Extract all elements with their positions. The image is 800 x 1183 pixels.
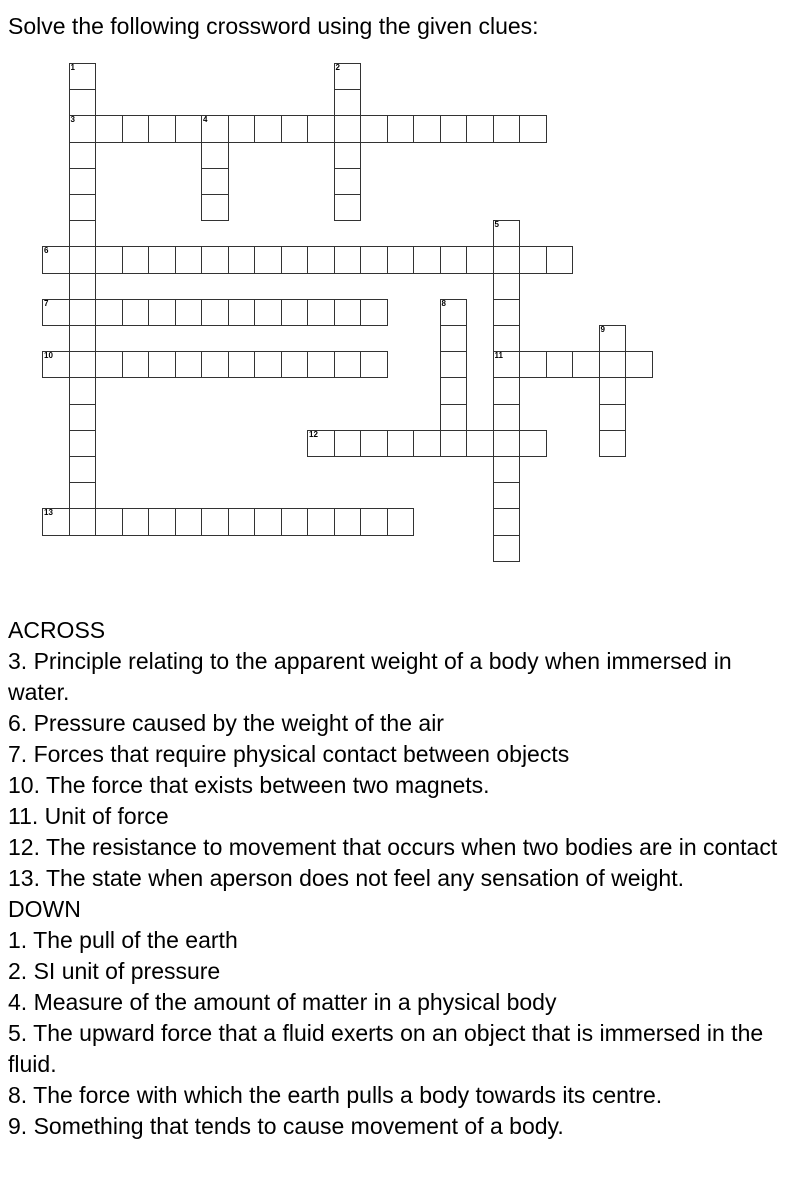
crossword-cell[interactable] — [122, 246, 150, 273]
crossword-cell[interactable] — [387, 430, 415, 457]
question-text: Solve the following crossword using the given clues: — [8, 13, 539, 39]
down-clue: 5. The upward force that a fluid exerts on an object that is immersed in the fluid. — [8, 1020, 764, 1077]
crossword-cell[interactable] — [334, 168, 362, 195]
crossword-cell[interactable] — [493, 351, 521, 378]
crossword-cell[interactable] — [334, 194, 362, 221]
crossword-cell[interactable] — [122, 299, 150, 326]
clue-number: 6 — [44, 246, 49, 256]
across-clue: 7. Forces that require physical contact between objects — [8, 741, 570, 767]
crossword-cell[interactable] — [201, 299, 229, 326]
crossword-cell[interactable] — [122, 508, 150, 535]
crossword-cell[interactable] — [228, 246, 256, 273]
crossword-cell[interactable] — [493, 404, 521, 431]
crossword-cell[interactable] — [307, 351, 335, 378]
crossword-cell[interactable] — [334, 63, 362, 90]
crossword-cell[interactable] — [42, 508, 70, 535]
crossword-cell[interactable] — [413, 430, 441, 457]
crossword-cell[interactable] — [360, 246, 388, 273]
across-heading: ACROSS — [8, 617, 106, 643]
crossword-cell[interactable] — [254, 299, 282, 326]
crossword-cell[interactable] — [334, 115, 362, 142]
crossword-cell[interactable] — [69, 377, 97, 404]
crossword-cell[interactable] — [307, 508, 335, 535]
crossword-cell[interactable] — [519, 115, 547, 142]
crossword-cell[interactable] — [201, 168, 229, 195]
crossword-cell[interactable] — [281, 246, 309, 273]
crossword-cell[interactable] — [440, 115, 468, 142]
crossword-cell[interactable] — [360, 299, 388, 326]
crossword-cell[interactable] — [201, 508, 229, 535]
crossword-cell[interactable] — [334, 508, 362, 535]
crossword-cell[interactable] — [69, 115, 97, 142]
clue-number: 10 — [44, 351, 53, 361]
crossword-cell[interactable] — [360, 430, 388, 457]
crossword-cell[interactable] — [122, 351, 150, 378]
crossword-cell[interactable] — [148, 299, 176, 326]
crossword-cell[interactable] — [307, 430, 335, 457]
across-clue: 13. The state when aperson does not feel any sensation of weight. — [8, 865, 684, 891]
crossword-cell[interactable] — [42, 246, 70, 273]
crossword-cell[interactable] — [440, 246, 468, 273]
crossword-cell[interactable] — [175, 508, 203, 535]
crossword-cell[interactable] — [440, 325, 468, 352]
crossword-cell[interactable] — [69, 299, 97, 326]
crossword-cell[interactable] — [334, 430, 362, 457]
crossword-cell[interactable] — [387, 508, 415, 535]
crossword-cell[interactable] — [254, 115, 282, 142]
crossword-cell[interactable] — [519, 351, 547, 378]
clue-number: 8 — [441, 298, 446, 308]
crossword-cell[interactable] — [69, 89, 97, 116]
crossword-cell[interactable] — [334, 142, 362, 169]
crossword-cell[interactable] — [69, 220, 97, 247]
crossword-cell[interactable] — [42, 299, 70, 326]
crossword-cell[interactable] — [493, 220, 521, 247]
crossword-cell[interactable] — [493, 115, 521, 142]
crossword-cell[interactable] — [281, 115, 309, 142]
crossword-cell[interactable] — [69, 273, 97, 300]
crossword-cell[interactable] — [599, 430, 627, 457]
crossword-cell[interactable] — [175, 299, 203, 326]
crossword-cell[interactable] — [95, 299, 123, 326]
crossword-cell[interactable] — [175, 115, 203, 142]
crossword-cell[interactable] — [69, 63, 97, 90]
crossword-cell[interactable] — [493, 377, 521, 404]
clue-number: 9 — [600, 325, 605, 334]
crossword-cell[interactable] — [95, 115, 123, 142]
crossword-cell[interactable] — [493, 325, 521, 352]
crossword-cell[interactable] — [599, 325, 627, 352]
crossword-cell[interactable] — [360, 351, 388, 378]
crossword-cell[interactable] — [69, 482, 97, 509]
crossword-cell[interactable] — [440, 430, 468, 457]
crossword-cell[interactable] — [69, 246, 97, 273]
crossword-cell[interactable] — [493, 299, 521, 326]
crossword-cell[interactable] — [334, 351, 362, 378]
clue-number: 1 — [70, 63, 75, 72]
crossword-cell[interactable] — [334, 299, 362, 326]
crossword-cell[interactable] — [387, 246, 415, 273]
across-clue: 3. Principle relating to the apparent weight of a body when immersed in water. — [8, 648, 732, 705]
crossword-cell[interactable] — [599, 404, 627, 431]
down-clue: 4. Measure of the amount of matter in a physical body — [8, 989, 557, 1015]
crossword-cell[interactable] — [413, 246, 441, 273]
crossword-cell[interactable] — [334, 89, 362, 116]
crossword-cell[interactable] — [281, 351, 309, 378]
crossword-cell[interactable] — [228, 299, 256, 326]
crossword-cell[interactable] — [413, 115, 441, 142]
crossword-cell[interactable] — [546, 351, 574, 378]
crossword-cell[interactable] — [148, 508, 176, 535]
clue-number: 4 — [203, 115, 208, 125]
clue-number: 11 — [494, 351, 503, 361]
crossword-cell[interactable] — [360, 508, 388, 535]
crossword-cell[interactable] — [69, 508, 97, 535]
crossword-cell[interactable] — [466, 246, 494, 273]
down-clue: 1. The pull of the earth — [8, 927, 238, 953]
crossword-cell[interactable] — [95, 351, 123, 378]
clue-number: 2 — [335, 63, 340, 72]
crossword-cell[interactable] — [201, 142, 229, 169]
crossword-cell[interactable] — [95, 508, 123, 535]
clues-section — [8, 615, 794, 1142]
crossword-cell[interactable] — [599, 351, 627, 378]
crossword-cell[interactable] — [307, 299, 335, 326]
crossword-cell[interactable] — [201, 246, 229, 273]
down-heading: DOWN — [8, 896, 81, 922]
crossword-cell[interactable] — [440, 377, 468, 404]
crossword-cell[interactable] — [254, 246, 282, 273]
crossword-cell[interactable] — [254, 351, 282, 378]
down-clue: 2. SI unit of pressure — [8, 958, 221, 984]
crossword-cell[interactable] — [95, 246, 123, 273]
crossword-cell[interactable] — [307, 246, 335, 273]
crossword-cell[interactable] — [228, 351, 256, 378]
crossword-cell[interactable] — [360, 115, 388, 142]
crossword-cell[interactable] — [493, 246, 521, 273]
clue-number: 7 — [44, 298, 49, 308]
crossword-cell[interactable] — [493, 456, 521, 483]
crossword-cell[interactable] — [148, 351, 176, 378]
across-clue: 12. The resistance to movement that occurs when two bodies are in contact — [8, 834, 778, 860]
crossword-cell[interactable] — [254, 508, 282, 535]
crossword-cell[interactable] — [493, 508, 521, 535]
down-clue: 9. Something that tends to cause movement of a body. — [8, 1113, 564, 1139]
crossword-cell[interactable] — [69, 194, 97, 221]
down-clue: 8. The force with which the earth pulls a body towards its centre. — [8, 1082, 663, 1108]
crossword-cell[interactable] — [69, 430, 97, 457]
across-clue: 6. Pressure caused by the weight of the air — [8, 710, 444, 736]
crossword-cell[interactable] — [281, 299, 309, 326]
crossword-cell[interactable] — [493, 430, 521, 457]
crossword-cell[interactable] — [440, 299, 468, 326]
crossword-cell[interactable] — [228, 115, 256, 142]
crossword-cell[interactable] — [201, 194, 229, 221]
crossword-cell[interactable] — [493, 273, 521, 300]
crossword-cell[interactable] — [493, 535, 521, 562]
crossword-cell[interactable] — [148, 115, 176, 142]
crossword-cell[interactable] — [201, 115, 229, 142]
crossword-cell[interactable] — [387, 115, 415, 142]
crossword-cell[interactable] — [228, 508, 256, 535]
crossword-cell[interactable] — [42, 351, 70, 378]
crossword-cell[interactable] — [122, 115, 150, 142]
crossword-cell[interactable] — [175, 351, 203, 378]
across-clue: 10. The force that exists between two magnets. — [8, 772, 490, 798]
crossword-cell[interactable] — [546, 246, 574, 273]
crossword-cell[interactable] — [148, 246, 176, 273]
crossword-cell[interactable] — [69, 404, 97, 431]
crossword-cell[interactable] — [466, 115, 494, 142]
clue-number: 13 — [44, 508, 53, 518]
clue-number: 3 — [70, 115, 75, 125]
crossword-cell[interactable] — [69, 142, 97, 169]
crossword-cell[interactable] — [599, 377, 627, 404]
crossword-cell[interactable] — [440, 351, 468, 378]
crossword-cell[interactable] — [69, 351, 97, 378]
crossword-cell[interactable] — [493, 482, 521, 509]
crossword-cell[interactable] — [334, 246, 362, 273]
crossword-cell[interactable] — [69, 168, 97, 195]
crossword-cell[interactable] — [281, 508, 309, 535]
crossword-cell[interactable] — [466, 430, 494, 457]
across-clue: 11. Unit of force — [8, 803, 169, 829]
crossword-cell[interactable] — [69, 456, 97, 483]
clue-number: 12 — [309, 429, 318, 439]
crossword-cell[interactable] — [625, 351, 653, 378]
crossword-cell[interactable] — [572, 351, 600, 378]
clue-number: 5 — [494, 220, 499, 230]
crossword-cell[interactable] — [69, 325, 97, 352]
crossword-cell[interactable] — [440, 404, 468, 431]
crossword-cell[interactable] — [519, 246, 547, 273]
crossword-cell[interactable] — [175, 246, 203, 273]
crossword-cell[interactable] — [519, 430, 547, 457]
crossword-cell[interactable] — [201, 351, 229, 378]
crossword-cell[interactable] — [307, 115, 335, 142]
